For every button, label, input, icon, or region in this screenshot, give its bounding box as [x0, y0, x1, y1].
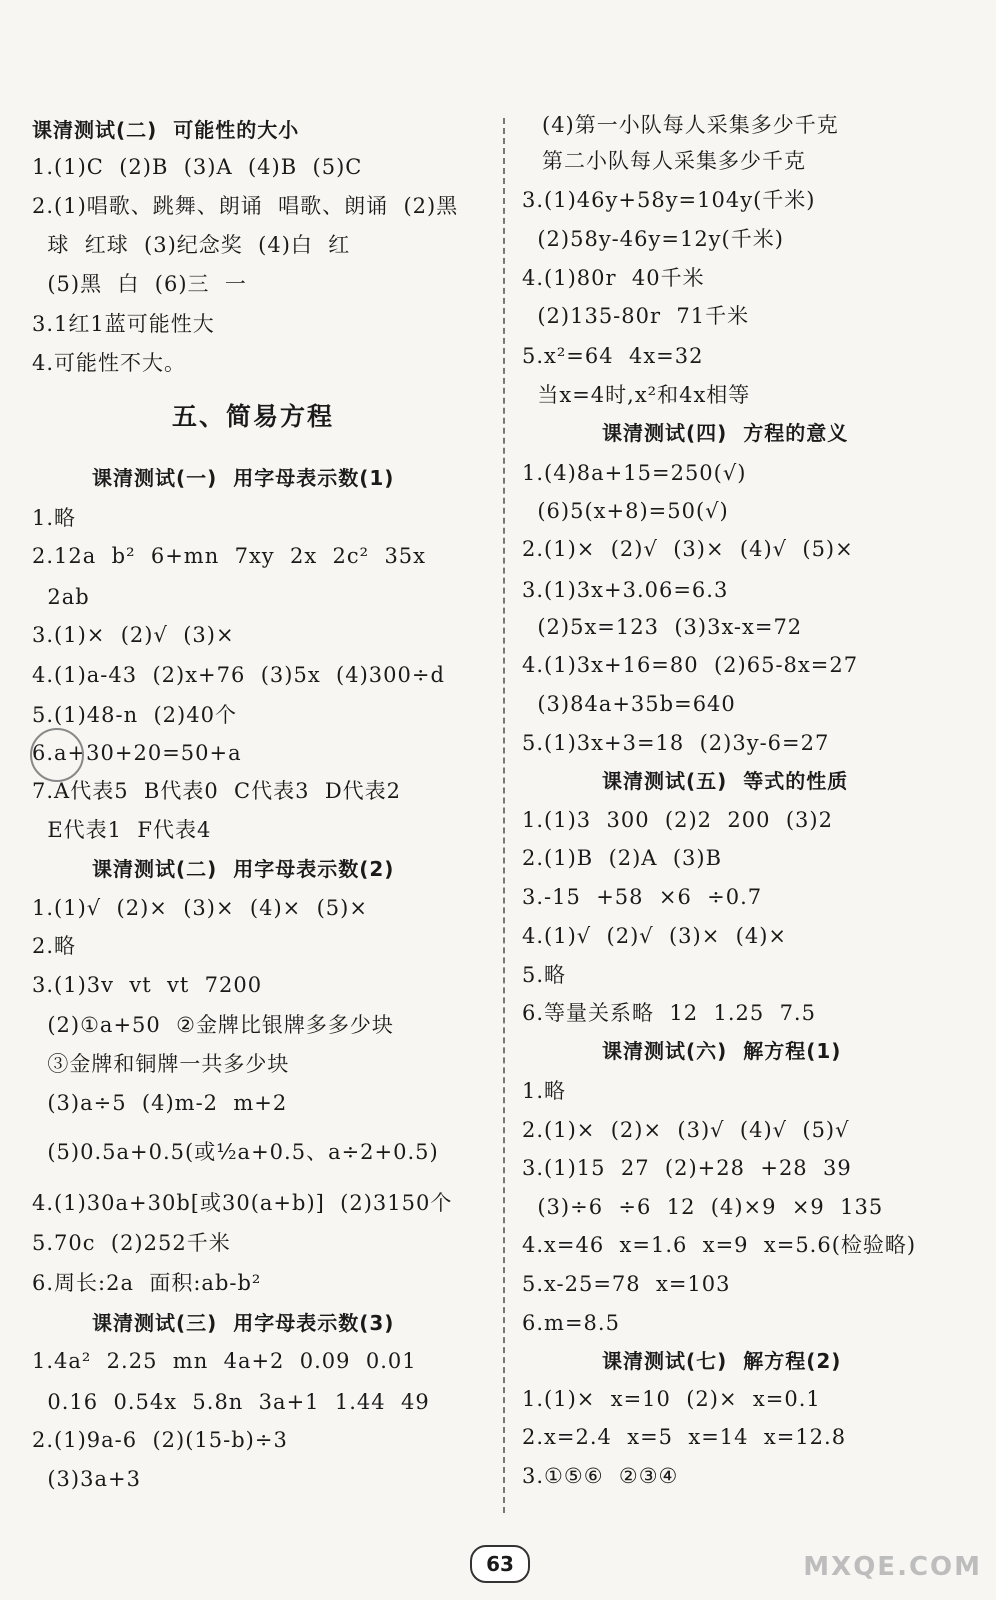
left-section-title: 五、简易方程: [172, 402, 335, 431]
right-answer-line: 1.(1)× x=10 (2)× x=0.1: [522, 1387, 821, 1411]
right-answer-line: 3.①⑤⑥ ②③④: [522, 1464, 679, 1488]
right-answer-line: (2)58y-46y=12y(千米): [522, 227, 784, 251]
right-answer-line: 5.x²=64 4x=32: [522, 344, 704, 368]
left-answer-line: (3)3a+3: [32, 1467, 141, 1491]
right-answer-line: 4.x=46 x=1.6 x=9 x=5.6(检验略): [522, 1233, 917, 1257]
left-answer-line: 3.1红1蓝可能性大: [32, 312, 215, 336]
homework-stamp: [30, 728, 84, 782]
right-answer-line: 6.m=8.5: [522, 1311, 620, 1335]
right-answer-line: 当x=4时,x²和4x相等: [522, 383, 751, 407]
right-answer-line: 2.(1)× (2)× (3)√ (4)√ (5)√: [522, 1118, 850, 1142]
page-number: 63: [470, 1545, 530, 1583]
right-answer-line: 第二小队每人采集多少千克: [542, 149, 806, 173]
right-answer-line: 2.x=2.4 x=5 x=14 x=12.8: [522, 1425, 847, 1449]
left-answer-line: 5.70c (2)252千米: [32, 1231, 231, 1255]
right-answer-line: 5.(1)3x+3=18 (2)3y-6=27: [522, 731, 830, 755]
left-heading: 课清测试(一) 用字母表示数(1): [92, 466, 395, 490]
left-answer-line: 1.4a² 2.25 mn 4a+2 0.09 0.01: [32, 1349, 417, 1373]
left-answer-line: 4.(1)30a+30b[或30(a+b)] (2)3150个: [32, 1191, 453, 1215]
left-answer-line: 0.16 0.54x 5.8n 3a+1 1.44 49: [32, 1390, 430, 1414]
left-answer-line: ③金牌和铜牌一共多少块: [32, 1052, 290, 1076]
watermark: MXQE.COM: [803, 1552, 982, 1582]
left-heading: 课清测试(二) 用字母表示数(2): [92, 857, 395, 881]
left-answer-line: 4.可能性不大。: [32, 351, 187, 375]
right-answer-line: 4.(1)80r 40千米: [522, 266, 705, 290]
right-answer-line: 6.等量关系略 12 1.25 7.5: [522, 1001, 816, 1025]
left-answer-line: 1.(1)C (2)B (3)A (4)B (5)C: [32, 155, 363, 179]
right-answer-line: 1.(4)8a+15=250(√): [522, 461, 747, 485]
right-answer-line: 4.(1)√ (2)√ (3)× (4)×: [522, 924, 788, 948]
left-answer-line: E代表1 F代表4: [32, 818, 212, 842]
left-answer-line: 3.(1)× (2)√ (3)×: [32, 623, 235, 647]
right-heading: 课清测试(七) 解方程(2): [602, 1349, 842, 1373]
right-answer-line: 3.(1)15 27 (2)+28 +28 39: [522, 1156, 852, 1180]
left-answer-line: 2ab: [32, 585, 90, 609]
left-answer-line: 1.(1)√ (2)× (3)× (4)× (5)×: [32, 896, 368, 920]
right-answer-line: 4.(1)3x+16=80 (2)65-8x=27: [522, 653, 859, 677]
right-answer-line: (4)第一小队每人采集多少千克: [542, 113, 839, 137]
right-answer-line: (2)135-80r 71千米: [522, 304, 750, 328]
right-answer-line: 3.(1)3x+3.06=6.3: [522, 578, 729, 602]
left-answer-line: (5)黑 白 (6)三 一: [32, 272, 247, 296]
right-answer-line: (3)÷6 ÷6 12 (4)×9 ×9 135: [522, 1195, 884, 1219]
left-answer-line: 2.12a b² 6+mn 7xy 2x 2c² 35x: [32, 544, 427, 568]
left-answer-line: 6.a+30+20=50+a: [32, 741, 242, 765]
left-answer-line: 2.略: [32, 934, 77, 958]
left-answer-line: 7.A代表5 B代表0 C代表3 D代表2: [32, 779, 402, 803]
left-answer-line: 1.略: [32, 506, 77, 530]
right-answer-line: 2.(1)B (2)A (3)B: [522, 846, 723, 870]
right-answer-line: (2)5x=123 (3)3x-x=72: [522, 615, 803, 639]
right-answer-line: 3.(1)46y+58y=104y(千米): [522, 188, 816, 212]
left-answer-line: 4.(1)a-43 (2)x+76 (3)5x (4)300÷d: [32, 663, 445, 687]
right-answer-line: (3)84a+35b=640: [522, 692, 736, 716]
right-answer-line: 1.略: [522, 1079, 567, 1103]
right-answer-line: 2.(1)× (2)√ (3)× (4)√ (5)×: [522, 537, 854, 561]
column-divider: [503, 118, 505, 1513]
left-answer-line: 2.(1)9a-6 (2)(15-b)÷3: [32, 1428, 288, 1452]
right-answer-line: 5.x-25=78 x=103: [522, 1272, 731, 1296]
left-answer-line: 2.(1)唱歌、跳舞、朗诵 唱歌、朗诵 (2)黑: [32, 194, 459, 218]
right-answer-line: (6)5(x+8)=50(√): [522, 499, 729, 523]
left-answer-line: (2)①a+50 ②金牌比银牌多多少块: [32, 1013, 394, 1037]
left-heading: 课清测试(三) 用字母表示数(3): [92, 1311, 395, 1335]
right-heading: 课清测试(五) 等式的性质: [602, 769, 849, 793]
left-heading: 课清测试(二) 可能性的大小: [32, 118, 300, 142]
left-answer-line: 3.(1)3v vt vt 7200: [32, 973, 263, 997]
right-heading: 课清测试(六) 解方程(1): [602, 1039, 842, 1063]
right-answer-line: 3.-15 +58 ×6 ÷0.7: [522, 885, 763, 909]
left-answer-line: (5)0.5a+0.5(或½a+0.5、a÷2+0.5): [32, 1140, 439, 1164]
left-answer-line: 5.(1)48-n (2)40个: [32, 703, 237, 727]
left-answer-line: 球 红球 (3)纪念奖 (4)白 红: [32, 233, 351, 257]
right-answer-line: 1.(1)3 300 (2)2 200 (3)2: [522, 808, 833, 832]
left-answer-line: 6.周长:2a 面积:ab-b²: [32, 1271, 262, 1295]
left-answer-line: (3)a÷5 (4)m-2 m+2: [32, 1091, 288, 1115]
right-answer-line: 5.略: [522, 963, 567, 987]
right-heading: 课清测试(四) 方程的意义: [602, 421, 849, 445]
